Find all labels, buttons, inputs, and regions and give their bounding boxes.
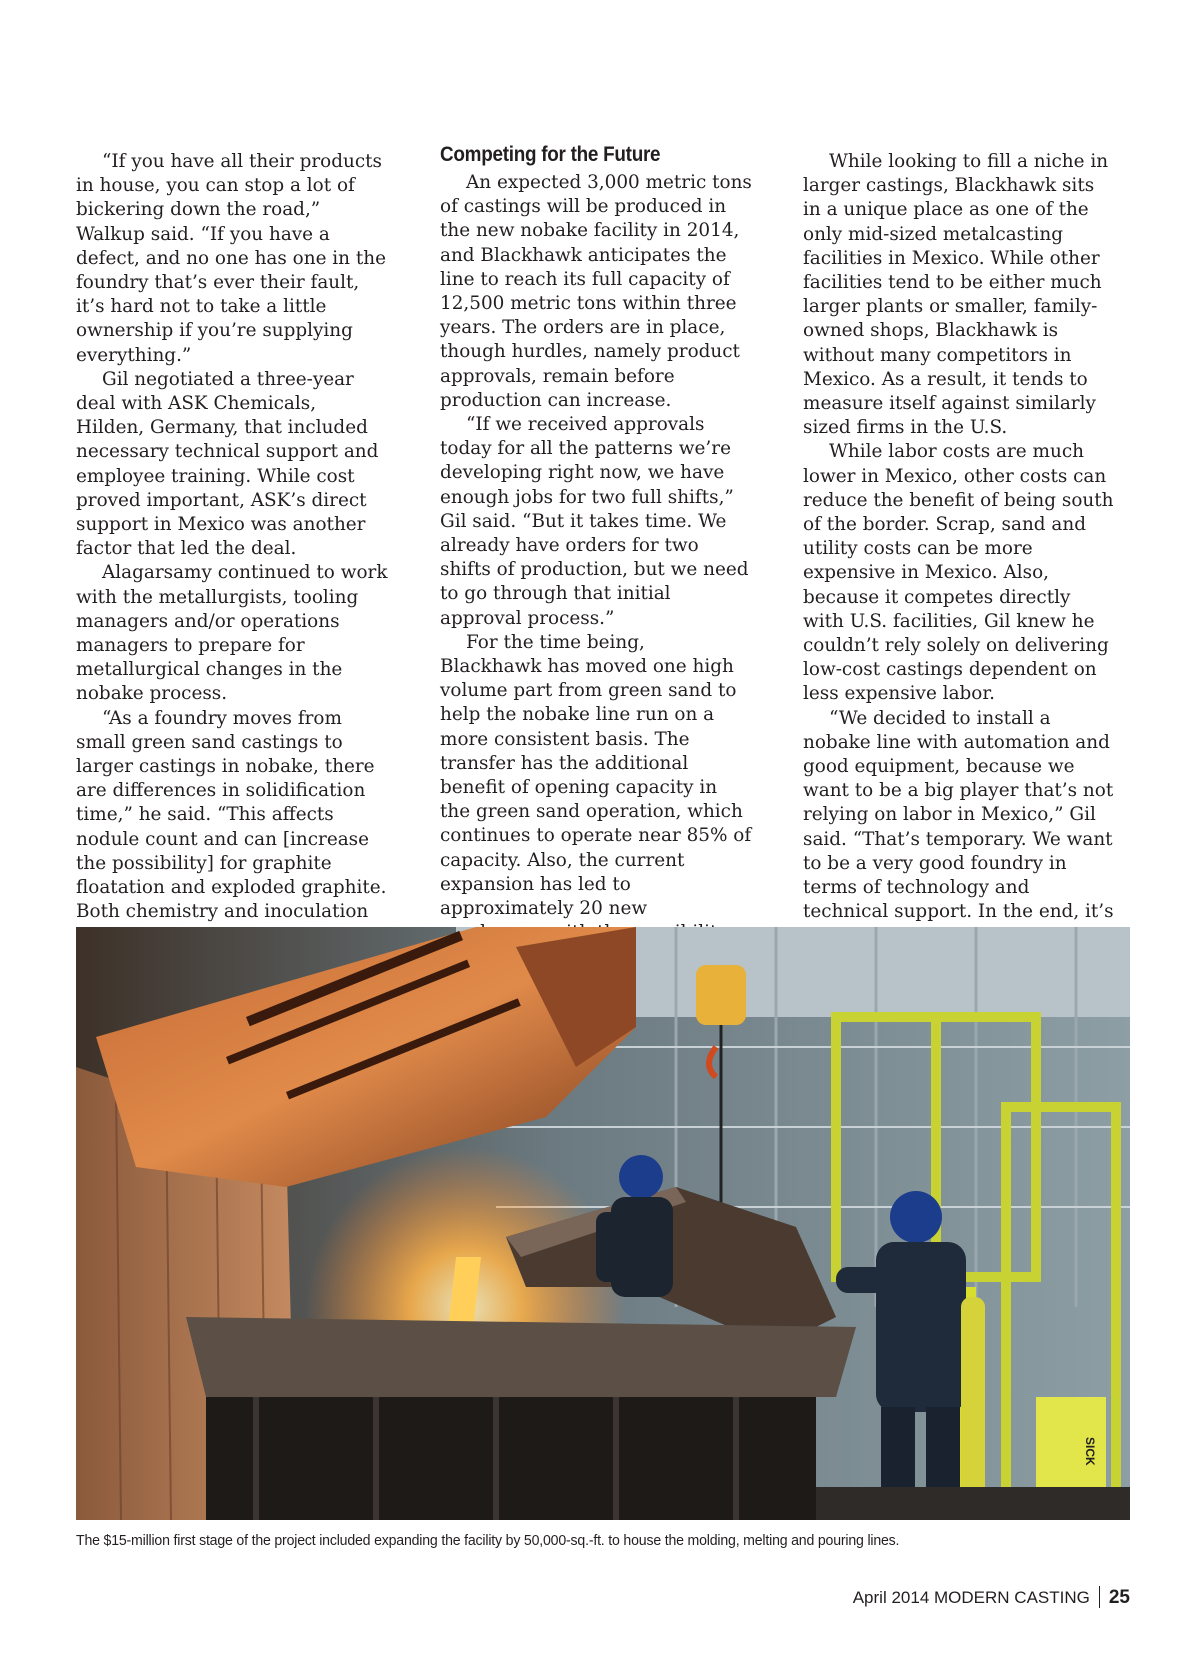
article-column-1 bbox=[76, 150, 388, 949]
article-column-3 bbox=[803, 150, 1115, 949]
page-number: 25 bbox=[1108, 1587, 1130, 1608]
article-column-2 bbox=[440, 143, 752, 994]
paragraph: “If you have all their products in house, you can stop a lot of bickering down the road,” Walkup said. “If you have a defect, and no one has one in the foundry that’s ever their fault, it’s hard not to take a little ownership if you’re supplying everything.” bbox=[76, 151, 386, 366]
closing-paragraph bbox=[803, 707, 1115, 949]
equipment-label: SICK bbox=[1083, 1437, 1097, 1466]
paragraph: An expected 3,000 metric tons of castings will be produced in the new nobake facility in 2014, and Blackhawk anticipates the line to reach its full capacity of 12,500 metric tons within three years. The orders are in place, though hurdles, namely product approvals, remain before production can increase. bbox=[440, 172, 752, 411]
foundry-pouring-photo bbox=[76, 927, 1130, 1520]
paragraph: While looking to fill a niche in larger castings, Blackhawk sits in a unique place as one of the only mid-sized metalcasting facilities in Mexico. While other facilities tend to be either much larger plants or smaller, family-owned shops, Blackhawk is without many competitors in Mexico. As a result, it tends to measure itself against similarly sized firms in the U.S. bbox=[803, 151, 1109, 439]
closing-paragraph-text: “We decided to install a nobake line with automation and good equipment, because we want to be a big player that’s not relying on labor in Mexico,” Gil said. “That’s temporary. We want to be a very good foundry in terms of technology and technical support. In the end, it’s bbox=[803, 707, 1114, 923]
foundry-scene-illustration bbox=[76, 927, 1130, 1520]
page-footer bbox=[853, 1586, 1130, 1610]
footer-divider bbox=[1099, 1586, 1100, 1608]
footer-magazine-name: MODERN CASTING bbox=[934, 1588, 1090, 1607]
photo-caption: The $15-million first stage of the project included expanding the facility by 50,000-sq.-ft. to house the molding, melting and pouring lines. bbox=[76, 1532, 900, 1549]
paragraph: While labor costs are much lower in Mexico, other costs can reduce the benefit of being south of the border. Scrap, sand and utility costs can be more expensive in Mexico. Also, because it competes directly with U.S. facilities, Gil knew he couldn’t rely solely on delivering low-cost castings dependent on less expensive labor. bbox=[803, 441, 1114, 705]
paragraph: “As a foundry moves from small green sand castings to larger castings in nobake, there are differences in solidification time,” he said. “This affects nodule count and can [increase the possibility] for graphite floatation and exploded graphite. Both chemistry and inoculation bbox=[76, 707, 387, 923]
paragraph: “If we received approvals today for all the patterns we’re developing right now, we have enough jobs for two full shifts,” Gil said. “But it takes time. We already have orders for two shifts of production, but we need to go through that initial approval process.” bbox=[440, 414, 749, 629]
footer-issue-date: April 2014 bbox=[852, 1588, 930, 1607]
paragraph: For the time being, Blackhawk has moved one high volume part from green sand to help the nobake line run on a more consistent basis. The transfer has the additional benefit of opening capacity in the green sand operation, which continues to operate near 85% of capacity. Also, the current expansion has led to approximately 20 new bbox=[440, 631, 752, 920]
paragraph: Alagarsamy continued to work with the metallurgists, tooling managers and/or operations managers to prepare for metallurgical changes in the nobake process. bbox=[76, 562, 388, 705]
section-subhead: Competing for the Future bbox=[440, 143, 661, 166]
paragraph: Gil negotiated a three-year deal with ASK Chemicals, Hilden, Germany, that included necessary technical support and employee training. While cost proved important, ASK’s direct support in Mexico was another factor that led the deal. bbox=[76, 368, 379, 560]
